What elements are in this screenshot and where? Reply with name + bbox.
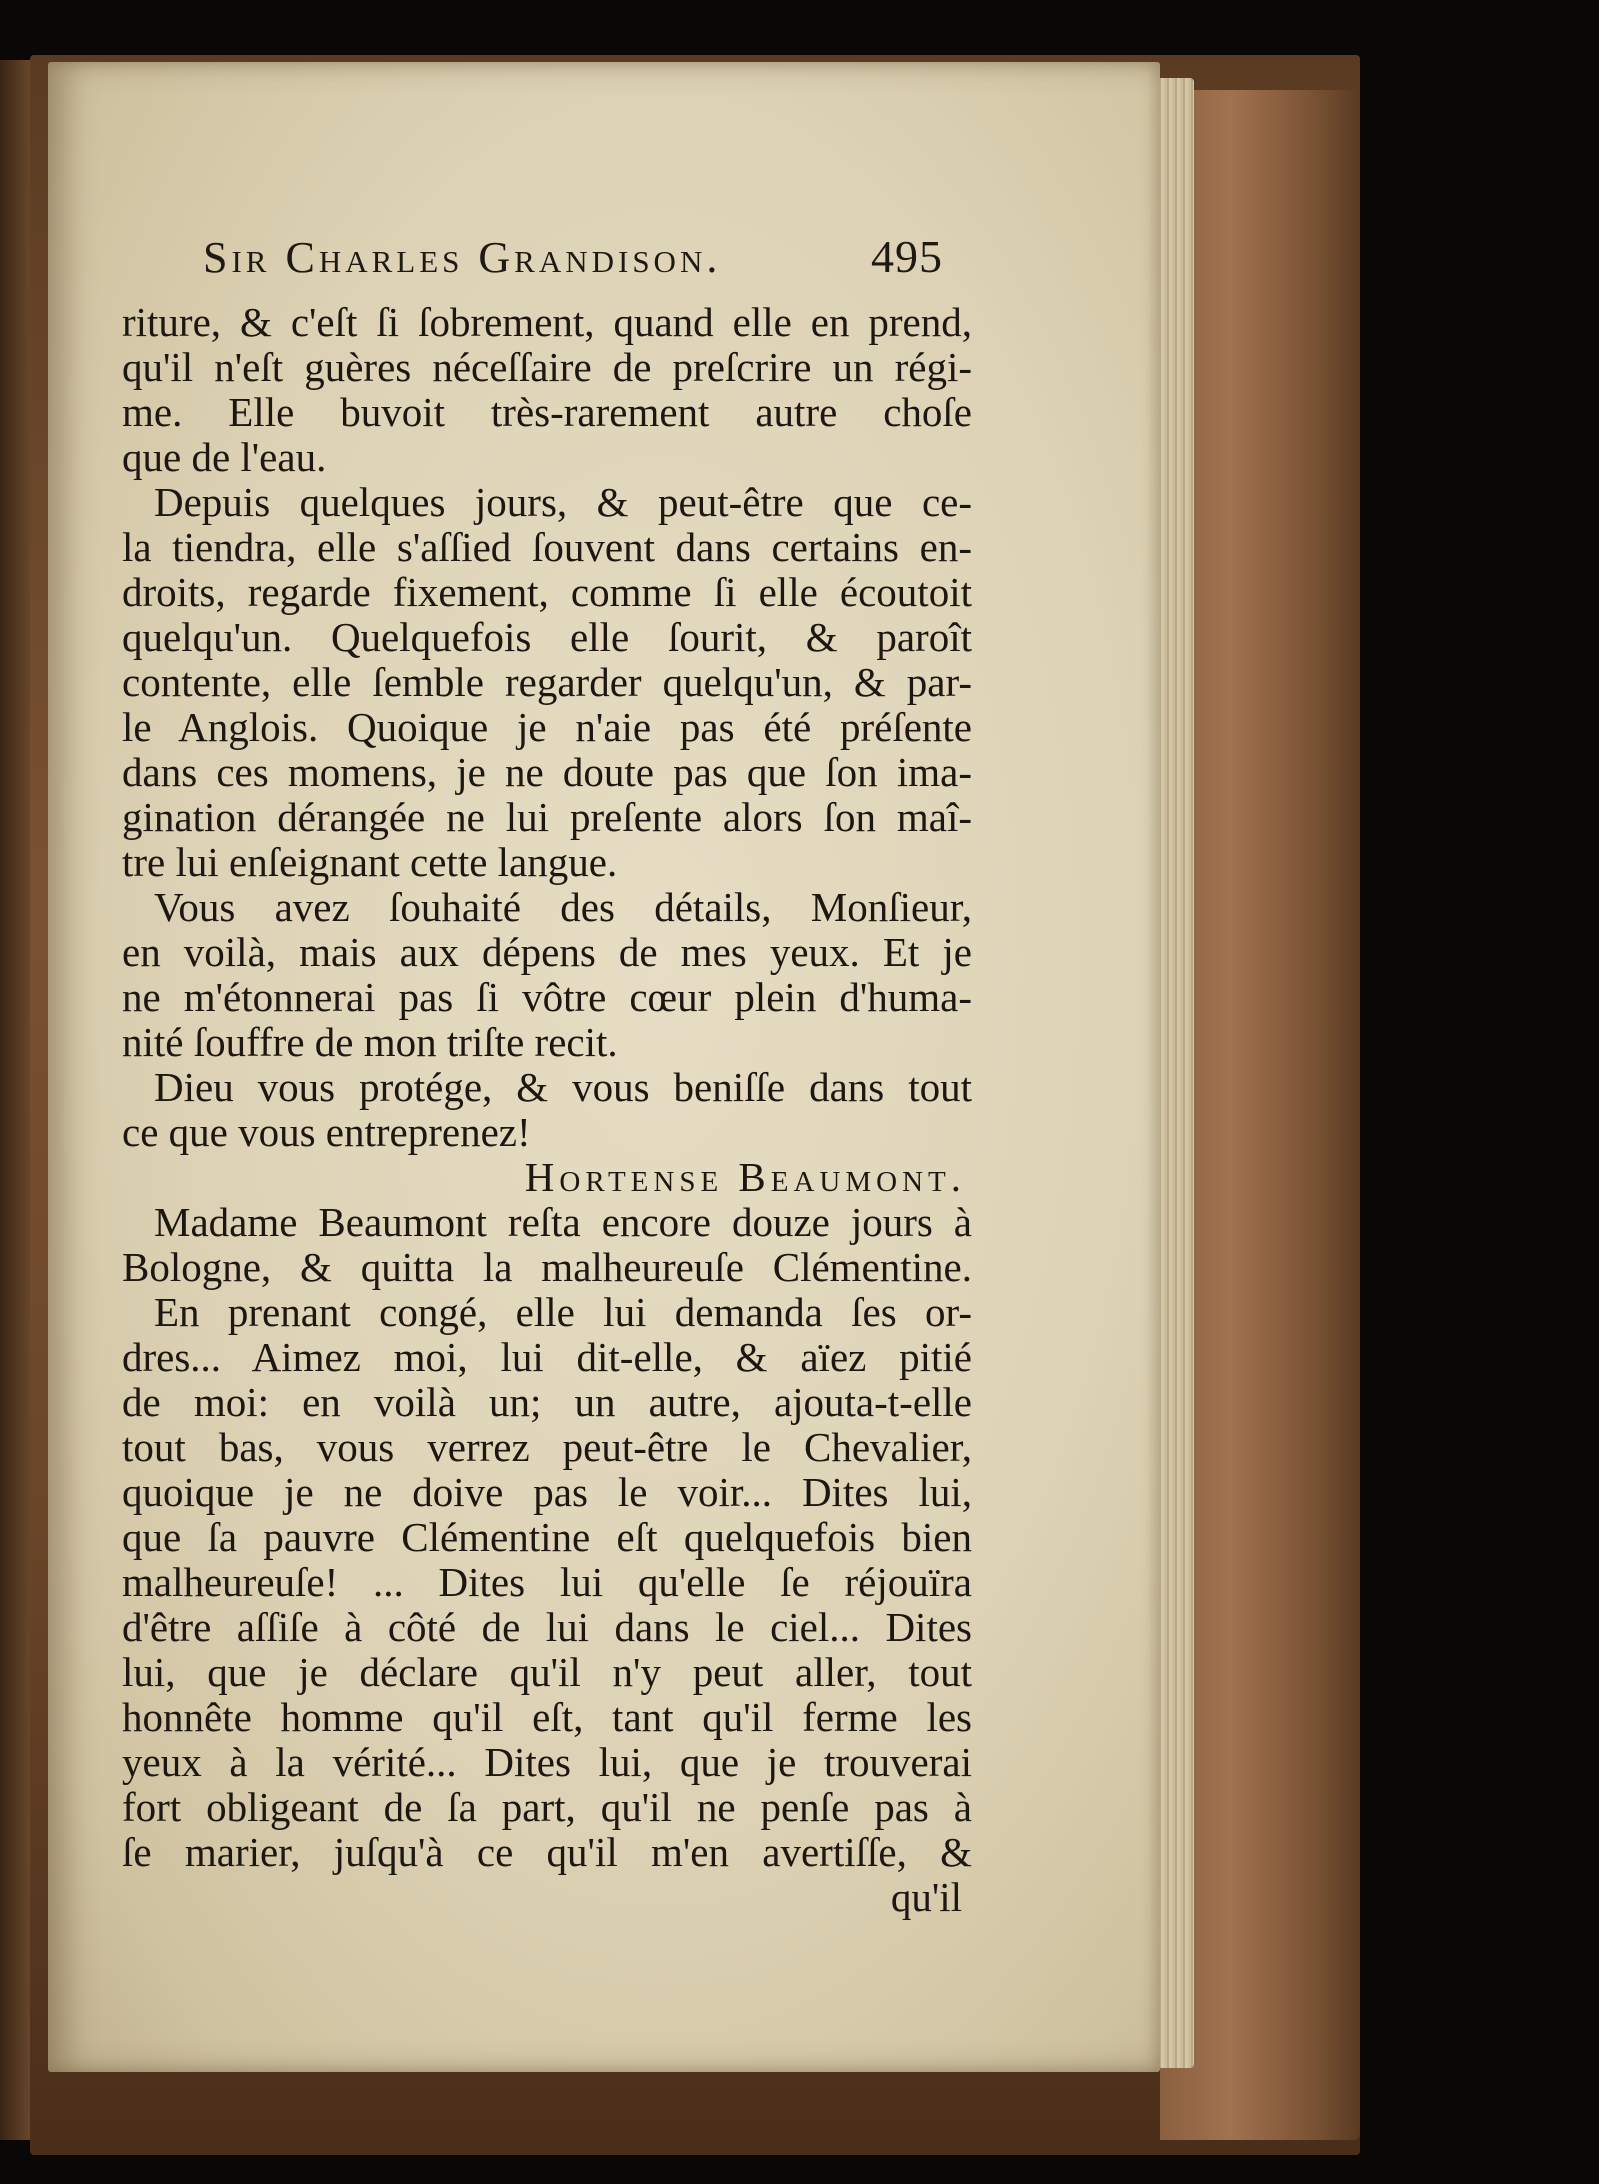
text-line: contente, elle ſemble regarder quelqu'un, & par- [122,660,972,705]
text-line: riture, & c'eſt ſi ſobrement, quand elle en prend, [122,300,972,345]
text-line: tout bas, vous verrez peut-être le Chevalier, [122,1425,972,1470]
running-head [203,230,943,290]
text-line: ſe marier, juſqu'à ce qu'il m'en avertiſſe, & [122,1830,972,1875]
text-line: le Anglois. Quoique je n'aie pas été préſente [122,705,972,750]
text-line: En prenant congé, elle lui demanda ſes or- [154,1290,972,1335]
catchword: qu'il [890,1875,962,1920]
text-line: malheureuſe! ... Dites lui qu'elle ſe réjouïra [122,1560,972,1605]
text-line: dans ces momens, je ne doute pas que ſon ima- [122,750,972,795]
text-line: qu'il n'eſt guères néceſſaire de preſcrire un régi- [122,345,972,390]
text-line: quelqu'un. Quelquefois elle ſourit, & paroît [122,615,972,660]
text-line: que ſa pauvre Clémentine eſt quelquefois bien [122,1515,972,1560]
text-line: ne m'étonnerai pas ſi vôtre cœur plein d'huma- [122,975,972,1020]
text-line: Depuis quelques jours, & peut-être que ce- [154,480,972,525]
text-line: la tiendra, elle s'aſſied ſouvent dans certains en- [122,525,972,570]
text-line: tre lui enſeignant cette langue. [122,840,618,885]
text-line: honnête homme qu'il eſt, tant qu'il ferme les [122,1695,972,1740]
text-line: yeux à la vérité... Dites lui, que je trouverai [122,1740,972,1785]
text-line: fort obligeant de ſa part, qu'il ne penſe pas à [122,1785,972,1830]
text-line: nité ſouffre de mon triſte recit. [122,1020,618,1065]
text-line: d'être aſſiſe à côté de lui dans le ciel... Dites [122,1605,972,1650]
text-line: Bologne, & quitta la malheureuſe Clémentine. [122,1245,972,1290]
text-line: lui, que je déclare qu'il n'y peut aller, tout [122,1650,972,1695]
signature: Hortense Beaumont. [524,1155,966,1200]
text-line: dres... Aimez moi, lui dit-elle, & aïez pitié [122,1335,972,1380]
running-head-title: Sir Charles Grandison. [203,233,722,282]
page-number: 495 [871,231,943,282]
text-line: Madame Beaumont reſta encore douze jours à [154,1200,972,1245]
text-line: que de l'eau. [122,435,327,480]
text-line: droits, regarde fixement, comme ſi elle écoutoit [122,570,972,615]
text-line: de moi: en voilà un; un autre, ajouta-t-elle [122,1380,972,1425]
text-line: en voilà, mais aux dépens de mes yeux. Et je [122,930,972,975]
page-text [122,300,972,1920]
text-line: quoique je ne doive pas le voir... Dites lui, [122,1470,972,1515]
text-line: me. Elle buvoit très-rarement autre choſe [122,390,972,435]
text-line: Vous avez ſouhaité des détails, Monſieur, [154,885,972,930]
text-line: Dieu vous protége, & vous beniſſe dans tout [154,1065,972,1110]
text-line: gination dérangée ne lui preſente alors ſon maî- [122,795,972,840]
text-line: ce que vous entreprenez! [122,1110,531,1155]
